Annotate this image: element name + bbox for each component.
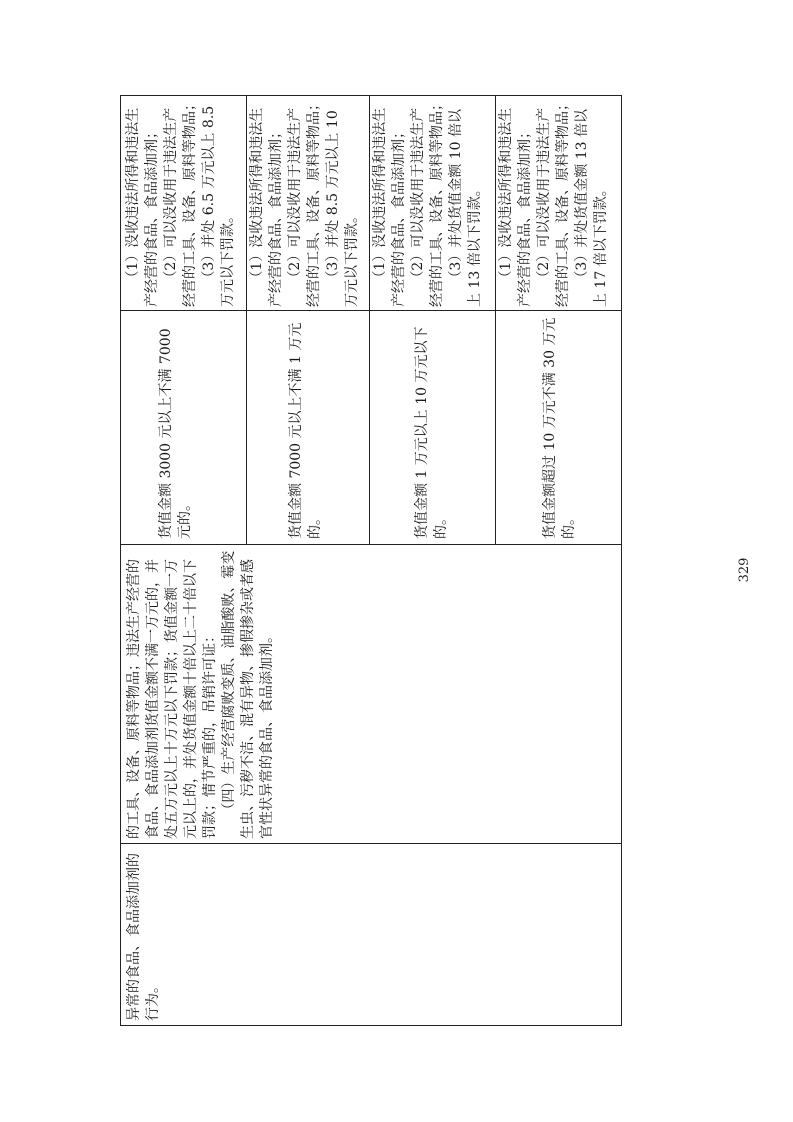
penalty-3-item-2: （2）可以没收用于违法生产经营的工具、设备、原料等物品； [410, 97, 445, 307]
penalty-4-item-2: （2）可以没收用于违法生产经营的工具、设备、原料等物品； [536, 97, 571, 307]
penalty-2-item-2: （2）可以没收用于违法生产经营的工具、设备、原料等物品； [287, 97, 322, 307]
legal-basis-para-1: 的工具、设备、原料等物品；违法生产经营的食品、食品添加剂货值金额不满一万元的，并处五万元以上十万元以下罚款；货值金额一万元以上的，并处货值金额十倍以上二十倍以下罚款；情节严重的，吊销许可证： [126, 559, 218, 839]
legal-basis-para-2: （四）生产经营腐败变质、油脂酸败、霉变生虫、污秽不洁、混有异物、掺假掺杂或者感官性状异常的食品、食品添加剂。 [221, 550, 275, 839]
penalty-4-item-3: （3）并处货值金额 13 倍以上 17 倍以下罚款。 [574, 108, 609, 307]
page-number: 329 [737, 557, 752, 583]
legal-basis-cell [125, 549, 619, 839]
condition-text-2: 货值金额 7000 元以上不满 1 万元的。 [288, 322, 323, 539]
penalty-2-item-3: （3）并处 8.5 万元以上 10 万元以下罚款。 [325, 110, 360, 307]
penalty-1-item-2: （2）可以没收用于违法生产经营的工具、设备、原料等物品； [163, 97, 198, 307]
col-divider-1 [121, 843, 621, 844]
condition-text-4: 货值金额超过 10 万元不满 30 万元的。 [542, 317, 577, 539]
condition-cell-1 [157, 317, 241, 539]
penalty-cell-1 [124, 97, 244, 307]
row-divider-1 [246, 95, 247, 545]
rotated-table-wrapper [120, 95, 622, 1026]
penalty-3-item-1: （1）没收违法所得和违法生产经营的食品、食品添加剂； [372, 107, 407, 307]
col-divider-2 [121, 544, 621, 545]
condition-cell-4 [541, 317, 619, 539]
penalty-cell-2 [248, 97, 368, 307]
condition-text-1: 货值金额 3000 元以上不满 7000 元的。 [158, 328, 193, 539]
condition-cell-2 [287, 317, 367, 539]
penalty-1-item-3: （3）并处 6.5 万元以上 8.5 万元以下罚款。 [201, 105, 236, 307]
condition-text-3: 货值金额 1 万元以上 10 万元以下的。 [414, 326, 449, 539]
col-divider-3 [121, 310, 621, 311]
penalty-2-item-1: （1）没收违法所得和违法生产经营的食品、食品添加剂； [249, 107, 284, 307]
penalty-cell-3 [371, 97, 493, 307]
penalty-cell-4 [497, 97, 619, 307]
penalty-4-item-1: （1）没收违法所得和违法生产经营的食品、食品添加剂； [498, 107, 533, 307]
row-divider-2 [369, 95, 370, 545]
penalty-table [120, 95, 622, 1026]
row-divider-3 [495, 95, 496, 545]
penalty-3-item-3: （3）并处货值金额 10 倍以上 13 倍以下罚款。 [448, 108, 483, 307]
condition-cell-3 [413, 317, 493, 539]
behavior-text: 异常的食品、食品添加剂的行为。 [126, 853, 161, 1021]
behavior-cell [125, 849, 245, 1021]
penalty-1-item-1: （1）没收违法所得和违法生产经营的食品、食品添加剂； [125, 107, 160, 307]
